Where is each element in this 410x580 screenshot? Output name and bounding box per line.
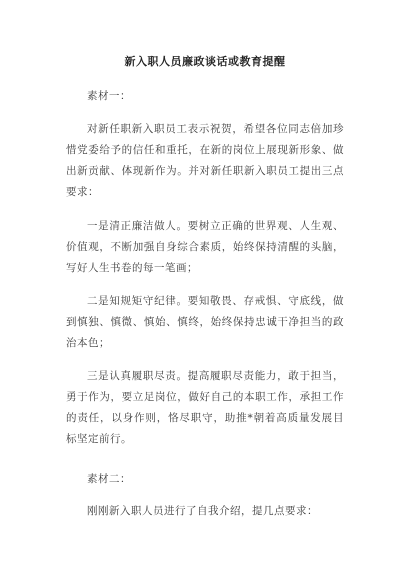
section-label-material-1: 素材一： [87,90,131,102]
paragraph-congratulations: 对新任职新入职员工表示祝贺，希望各位同志倍加珍惜党委给予的信任和重托，在新的岗位上展现新形象、做出新贡献、体现新作为。并对新任职新入职员工提出三点要求： [66,123,344,198]
paragraph-introduction: 刚刚新入职人员进行了自我介绍，提几点要求： [87,505,318,517]
section-label-material-2: 素材二： [87,473,131,485]
paragraph-requirement-2: 二是知规矩守纪律。要知敬畏、存戒惧、守底线，做到慎独、慎微、慎始、慎终，始终保持忠诚干净担当的政治本色； [66,295,344,349]
paragraph-requirement-3: 三是认真履职尽责。提高履职尽责能力，敢于担当，勇于作为，要立足岗位，做好自己的本职工作，承担工作的责任，以身作则，恪尽职守，助推*朝着高质量发展目标坚定前行。 [66,370,344,445]
document-title: 新入职人员廉政谈话或教育提醒 [124,55,286,68]
paragraph-requirement-1: 一是清正廉洁做人。要树立正确的世界观、人生观、价值观，不断加强自身综合素质，始终保持清醒的头脑，写好人生书卷的每一笔画； [66,220,344,274]
